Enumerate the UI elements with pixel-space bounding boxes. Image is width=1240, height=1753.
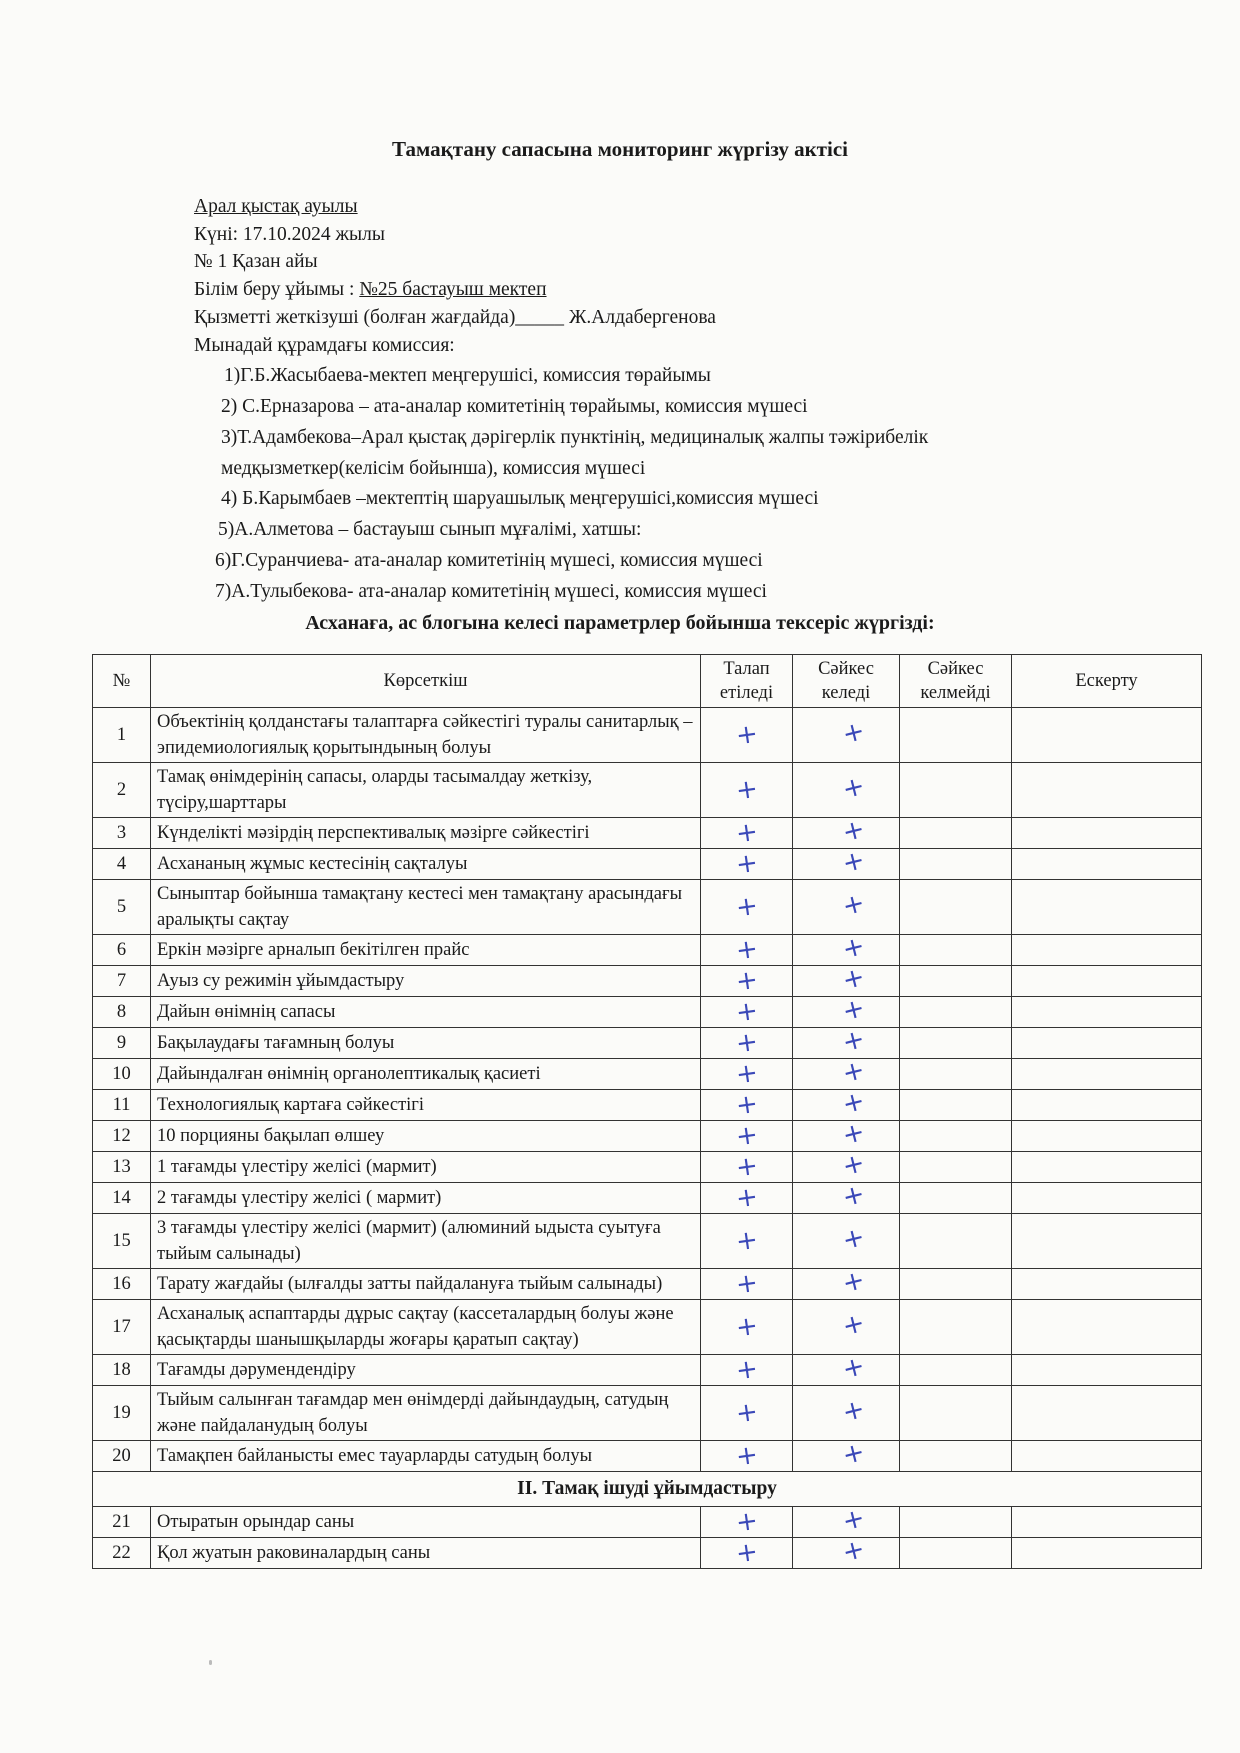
row-required-mark: [701, 763, 793, 818]
commission-member: 2) С.Ерназарова – ата-аналар комитетінің төрайымы, комиссия мүшесі: [221, 396, 808, 417]
handwritten-plus-mark: +: [839, 961, 868, 997]
table-row: [93, 849, 1202, 880]
row-note: [1012, 1183, 1202, 1214]
row-complies-mark: [793, 1054, 900, 1090]
row-complies-mark: [793, 1116, 900, 1152]
table-row: [93, 997, 1202, 1028]
row-indicator: Еркін мәзірге арналып бекітілген прайс: [151, 935, 701, 966]
row-not-complies: [900, 708, 1012, 763]
row-number: 12: [93, 1121, 151, 1152]
row-complies-mark: [793, 708, 900, 763]
row-number: 19: [93, 1386, 151, 1441]
table-row: [93, 1121, 1202, 1152]
handwritten-plus-mark: +: [733, 1396, 760, 1430]
row-number: 17: [93, 1300, 151, 1355]
row-note: [1012, 935, 1202, 966]
organization-label: Білім беру ұйымы :: [194, 279, 360, 300]
row-number: 3: [93, 818, 151, 849]
row-required-mark: [701, 1355, 793, 1386]
row-number: 4: [93, 849, 151, 880]
row-required-mark: [701, 1300, 793, 1355]
handwritten-plus-mark: +: [733, 1505, 760, 1539]
inspection-table: [92, 654, 1202, 1569]
row-number: 5: [93, 880, 151, 935]
commission-member: 5)А.Алметова – бастауыш сынып мұғалімі, хатшы:: [218, 519, 642, 540]
row-number: 6: [93, 935, 151, 966]
row-note: [1012, 1441, 1202, 1472]
handwritten-plus-mark: +: [733, 1057, 760, 1091]
row-note: [1012, 1300, 1202, 1355]
table-row: [93, 1059, 1202, 1090]
handwritten-plus-mark: +: [839, 992, 868, 1028]
row-note: [1012, 708, 1202, 763]
handwritten-plus-mark: +: [733, 1181, 760, 1215]
row-indicator: Тарату жағдайы (ылғалды затты пайдалануға тыйым салынады): [151, 1269, 701, 1300]
handwritten-plus-mark: +: [839, 1436, 868, 1472]
row-indicator: Күнделікті мәзірдің перспективалық мәзірге сәйкестігі: [151, 818, 701, 849]
table-row: [93, 1269, 1202, 1300]
header-not-complies: Сәйкес келмейді: [900, 655, 1012, 708]
row-indicator: Тағамды дәрумендендіру: [151, 1355, 701, 1386]
row-indicator: 3 тағамды үлестіру желісі (мармит) (алюминий ыдыста суытуға тыйым салынады): [151, 1214, 701, 1269]
handwritten-plus-mark: +: [839, 1221, 868, 1257]
handwritten-plus-mark: +: [839, 1085, 868, 1121]
row-complies-mark: [793, 961, 900, 997]
row-required-mark: [701, 935, 793, 966]
row-note: [1012, 1090, 1202, 1121]
table-row: [93, 1214, 1202, 1269]
commission-intro: Мынадай құрамдағы комиссия:: [194, 335, 455, 356]
row-complies-mark: [793, 1300, 900, 1355]
row-complies-mark: [793, 1214, 900, 1269]
row-note: [1012, 1538, 1202, 1569]
handwritten-plus-mark: +: [839, 1264, 868, 1300]
row-not-complies: [900, 1269, 1012, 1300]
row-required-mark: [701, 880, 793, 935]
row-note: [1012, 1507, 1202, 1538]
village-line: Арал қыстақ ауылы: [194, 196, 358, 217]
row-note: [1012, 818, 1202, 849]
row-complies-mark: [793, 1533, 900, 1569]
table-row: [93, 1507, 1202, 1538]
row-required-mark: [701, 1090, 793, 1121]
row-complies-mark: [793, 1350, 900, 1386]
row-required-mark: [701, 849, 793, 880]
handwritten-plus-mark: +: [733, 995, 760, 1029]
document-title: Тамақтану сапасына мониторинг жүргізу актісі: [392, 137, 848, 161]
handwritten-plus-mark: +: [733, 1310, 760, 1344]
row-required-mark: [701, 1386, 793, 1441]
handwritten-plus-mark: +: [733, 1088, 760, 1122]
row-not-complies: [900, 818, 1012, 849]
commission-member: 7)А.Тулыбекова- ата-аналар комитетінің мүшесі, комиссия мүшесі: [215, 581, 767, 602]
handwritten-plus-mark: +: [733, 1267, 760, 1301]
header-indicator: Көрсеткіш: [151, 655, 701, 708]
commission-member-continued: медқызметкер(келісім бойынша), комиссия мүшесі: [221, 458, 646, 479]
row-indicator: Технологиялық картаға сәйкестігі: [151, 1090, 701, 1121]
row-note: [1012, 1355, 1202, 1386]
table-row: [93, 1355, 1202, 1386]
handwritten-plus-mark: +: [733, 718, 760, 752]
handwritten-plus-mark: +: [839, 715, 868, 751]
handwritten-plus-mark: +: [733, 890, 760, 924]
handwritten-plus-mark: +: [839, 1393, 868, 1429]
handwritten-plus-mark: +: [839, 1116, 868, 1152]
table-row: [93, 966, 1202, 997]
row-not-complies: [900, 849, 1012, 880]
row-indicator: Отыратын орындар саны: [151, 1507, 701, 1538]
table-row: [93, 1183, 1202, 1214]
table-row: [93, 880, 1202, 935]
row-required-mark: [701, 1152, 793, 1183]
table-row: [93, 763, 1202, 818]
row-number: 9: [93, 1028, 151, 1059]
row-note: [1012, 763, 1202, 818]
table-row: [93, 818, 1202, 849]
row-not-complies: [900, 763, 1012, 818]
row-not-complies: [900, 1059, 1012, 1090]
row-number: 18: [93, 1355, 151, 1386]
table-row: [93, 935, 1202, 966]
table-row: [93, 1538, 1202, 1569]
row-required-mark: [701, 997, 793, 1028]
row-number: 7: [93, 966, 151, 997]
row-indicator: Объектінің қолданстағы талаптарға сәйкестігі туралы санитарлық – эпидемиологиялық қорытындының болуы: [151, 708, 701, 763]
organization-line: [194, 279, 547, 301]
handwritten-plus-mark: +: [733, 1119, 760, 1153]
row-note: [1012, 997, 1202, 1028]
table-row: [93, 1152, 1202, 1183]
commission-member: 4) Б.Карымбаев –мектептің шаруашылық меңгерушісі,комиссия мүшесі: [221, 488, 819, 509]
header-required: Талап етіледі: [701, 655, 793, 708]
row-not-complies: [900, 1214, 1012, 1269]
row-complies-mark: [793, 1085, 900, 1121]
row-not-complies: [900, 1441, 1012, 1472]
row-complies-mark: [793, 992, 900, 1028]
handwritten-plus-mark: +: [839, 1178, 868, 1214]
row-note: [1012, 1386, 1202, 1441]
row-number: 1: [93, 708, 151, 763]
table-row: [93, 1028, 1202, 1059]
row-required-mark: [701, 1028, 793, 1059]
row-note: [1012, 1028, 1202, 1059]
row-not-complies: [900, 880, 1012, 935]
handwritten-plus-mark: +: [733, 1536, 760, 1570]
row-indicator: Ауыз су режимін ұйымдастыру: [151, 966, 701, 997]
handwritten-plus-mark: +: [839, 1307, 868, 1343]
row-complies-mark: [793, 1178, 900, 1214]
row-number: 22: [93, 1538, 151, 1569]
handwritten-plus-mark: +: [733, 1026, 760, 1060]
inspection-heading: Асханаға, ас блогына келесі параметрлер бойынша тексеріс жүргізді:: [305, 612, 935, 634]
row-required-mark: [701, 818, 793, 849]
row-required-mark: [701, 1183, 793, 1214]
row-required-mark: [701, 708, 793, 763]
row-complies-mark: [793, 1147, 900, 1183]
row-number: 14: [93, 1183, 151, 1214]
handwritten-plus-mark: +: [733, 964, 760, 998]
row-note: [1012, 1121, 1202, 1152]
handwritten-plus-mark: +: [839, 1502, 868, 1538]
handwritten-plus-mark: +: [839, 770, 868, 806]
handwritten-plus-mark: +: [839, 930, 868, 966]
header-complies: Сәйкес келеді: [793, 655, 900, 708]
handwritten-plus-mark: +: [733, 847, 760, 881]
row-not-complies: [900, 966, 1012, 997]
supplier-line: [194, 307, 716, 329]
commission-member: 1)Г.Б.Жасыбаева-мектеп меңгерушісі, комиссия төрайымы: [224, 365, 711, 386]
handwritten-plus-mark: +: [733, 1150, 760, 1184]
row-required-mark: [701, 1214, 793, 1269]
row-number: 20: [93, 1441, 151, 1472]
row-required-mark: [701, 1441, 793, 1472]
row-note: [1012, 966, 1202, 997]
row-not-complies: [900, 997, 1012, 1028]
row-indicator: 1 тағамды үлестіру желісі (мармит): [151, 1152, 701, 1183]
row-complies-mark: [793, 813, 900, 849]
handwritten-plus-mark: +: [839, 1533, 868, 1569]
handwritten-plus-mark: +: [839, 1023, 868, 1059]
row-indicator: Асхананың жұмыс кестесінің сақталуы: [151, 849, 701, 880]
row-required-mark: [701, 1507, 793, 1538]
handwritten-plus-mark: +: [839, 1054, 868, 1090]
row-number: 11: [93, 1090, 151, 1121]
row-number: 21: [93, 1507, 151, 1538]
row-not-complies: [900, 1090, 1012, 1121]
row-complies-mark: [793, 1502, 900, 1538]
row-indicator: Сыныптар бойынша тамақтану кестесі мен тамақтану арасындағы аралықты сақтау: [151, 880, 701, 935]
row-not-complies: [900, 1355, 1012, 1386]
row-not-complies: [900, 1152, 1012, 1183]
handwritten-plus-mark: +: [733, 816, 760, 850]
organization-value: №25 бастауыш мектеп: [359, 279, 547, 300]
row-indicator: Асханалық аспаптарды дұрыс сақтау (кассеталардың болуы және қасықтарды шанышқыларды жоғары қаратып сақтау): [151, 1300, 701, 1355]
row-indicator: Қол жуатын раковиналардың саны: [151, 1538, 701, 1569]
row-complies-mark: [793, 1023, 900, 1059]
row-not-complies: [900, 1183, 1012, 1214]
row-required-mark: [701, 1121, 793, 1152]
table-row: [93, 1386, 1202, 1441]
row-note: [1012, 1059, 1202, 1090]
commission-member: 6)Г.Суранчиева- ата-аналар комитетінің мүшесі, комиссия мүшесі: [215, 550, 763, 571]
row-note: [1012, 1152, 1202, 1183]
row-number: 13: [93, 1152, 151, 1183]
handwritten-plus-mark: +: [733, 1224, 760, 1258]
row-number: 16: [93, 1269, 151, 1300]
header-note: Ескерту: [1012, 655, 1202, 708]
row-complies-mark: [793, 1386, 900, 1441]
row-note: [1012, 880, 1202, 935]
supplier-label: Қызметті жеткізуші (болған жағдайда)_____: [194, 307, 569, 328]
row-not-complies: [900, 1507, 1012, 1538]
row-indicator: 10 порцияны бақылап өлшеу: [151, 1121, 701, 1152]
date-line: Күні: 17.10.2024 жылы: [194, 224, 385, 245]
section-2-row: [93, 1472, 1202, 1507]
row-indicator: Дайын өнімнің сапасы: [151, 997, 701, 1028]
row-not-complies: [900, 1538, 1012, 1569]
table-header-row: [93, 655, 1202, 708]
row-complies-mark: [793, 1436, 900, 1472]
row-required-mark: [701, 1269, 793, 1300]
handwritten-plus-mark: +: [839, 1350, 868, 1386]
row-indicator: Дайындалған өнімнің органолептикалық қасиеті: [151, 1059, 701, 1090]
row-number: 8: [93, 997, 151, 1028]
table-row: [93, 708, 1202, 763]
commission-member: 3)Т.Адамбекова–Арал қыстақ дәрігерлік пунктінің, медициналық жалпы тәжірибелік: [221, 427, 929, 448]
row-number: 10: [93, 1059, 151, 1090]
handwritten-plus-mark: +: [733, 933, 760, 967]
table-row: [93, 1090, 1202, 1121]
row-not-complies: [900, 1028, 1012, 1059]
row-indicator: Тыйым салынған тағамдар мен өнімдерді дайындаудың, сатудың және пайдаланудың болуы: [151, 1386, 701, 1441]
section-2-title: II. Тамақ ішуді ұйымдастыру: [93, 1472, 1202, 1507]
row-not-complies: [900, 935, 1012, 966]
row-required-mark: [701, 1059, 793, 1090]
table-row: [93, 1300, 1202, 1355]
header-num: №: [93, 655, 151, 708]
table-row: [93, 1441, 1202, 1472]
row-number: 2: [93, 763, 151, 818]
row-number: 15: [93, 1214, 151, 1269]
row-not-complies: [900, 1121, 1012, 1152]
row-not-complies: [900, 1386, 1012, 1441]
number-line: № 1 Қазан айы: [194, 251, 318, 272]
handwritten-plus-mark: +: [733, 1439, 760, 1473]
row-required-mark: [701, 966, 793, 997]
handwritten-plus-mark: +: [839, 813, 868, 849]
row-note: [1012, 849, 1202, 880]
row-note: [1012, 1214, 1202, 1269]
scan-speck: [209, 1660, 212, 1665]
handwritten-plus-mark: +: [839, 844, 868, 880]
row-indicator: 2 тағамды үлестіру желісі ( мармит): [151, 1183, 701, 1214]
handwritten-plus-mark: +: [733, 773, 760, 807]
row-complies-mark: [793, 1264, 900, 1300]
supplier-value: Ж.Алдабергенова: [568, 307, 716, 328]
handwritten-plus-mark: +: [839, 1147, 868, 1183]
row-complies-mark: [793, 880, 900, 935]
row-indicator: Тамақ өнімдерінің сапасы, оларды тасымалдау жеткізу, түсіру,шарттары: [151, 763, 701, 818]
row-indicator: Бақылаудағы тағамның болуы: [151, 1028, 701, 1059]
row-complies-mark: [793, 844, 900, 880]
row-note: [1012, 1269, 1202, 1300]
handwritten-plus-mark: +: [839, 887, 868, 923]
row-required-mark: [701, 1538, 793, 1569]
handwritten-plus-mark: +: [733, 1353, 760, 1387]
row-indicator: Тамақпен байланысты емес тауарларды сатудың болуы: [151, 1441, 701, 1472]
row-complies-mark: [793, 763, 900, 818]
row-complies-mark: [793, 930, 900, 966]
row-not-complies: [900, 1300, 1012, 1355]
